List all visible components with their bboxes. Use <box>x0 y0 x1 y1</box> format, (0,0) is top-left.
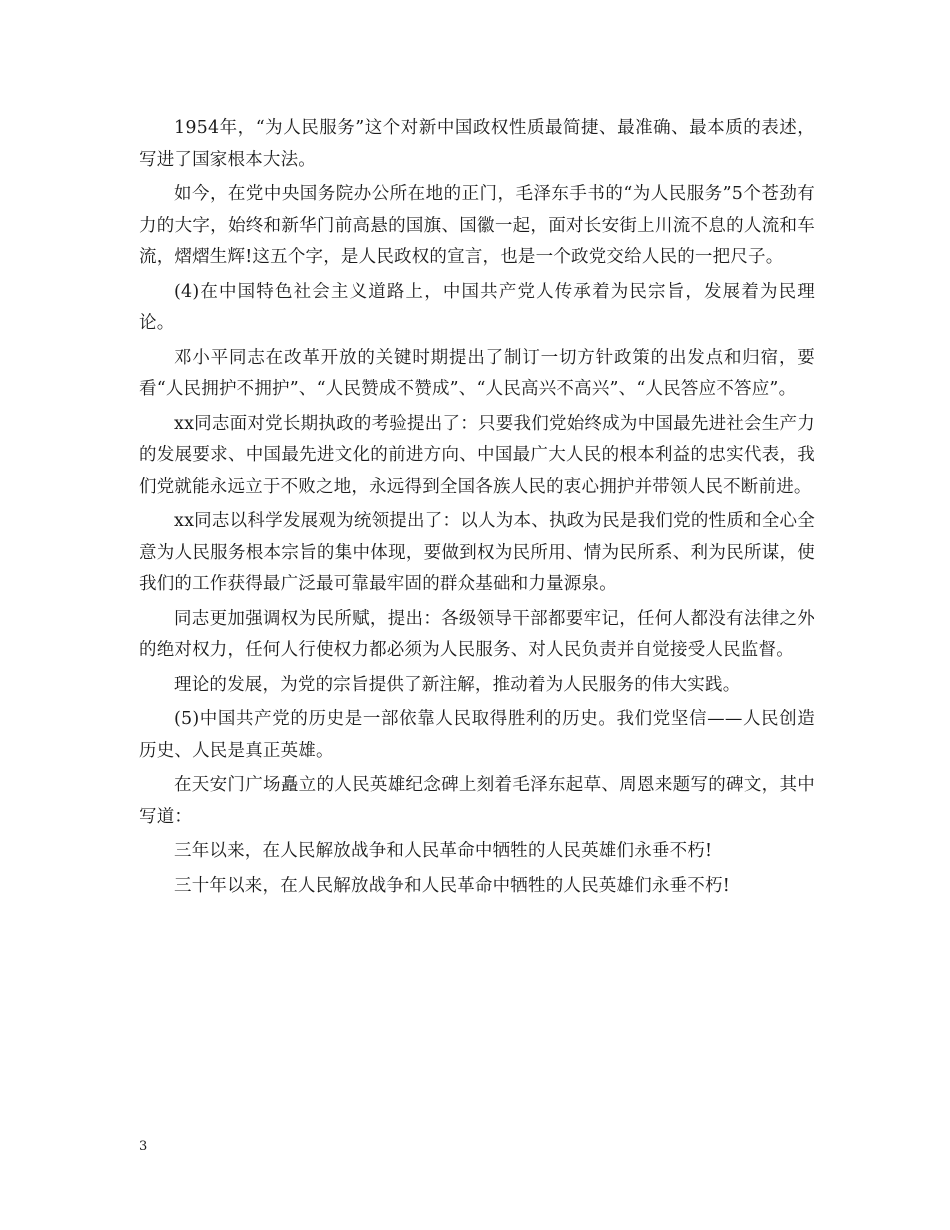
paragraph-section-5: (5)中国共产党的历史是一部依靠人民取得胜利的历史。我们党坚信——人民创造历史、人民是真正英雄。 <box>139 709 815 761</box>
paragraph-inscription-thirty-years: 三十年以来，在人民解放战争和人民革命中牺牲的人民英雄们永垂不朽! <box>174 875 730 896</box>
paragraph-section-4: (4)在中国特色社会主义道路上，中国共产党人传承着为民宗旨，发展着为民理论。 <box>139 281 815 333</box>
paragraph-power-from-people: 同志更加强调权为民所赋，提出：各级领导干部都要牢记，任何人都没有法律之外的绝对权力，任何人行使权力都必须为人民服务、对人民负责并自觉接受人民监督。 <box>139 608 815 660</box>
paragraph-three-represents: xx同志面对党长期执政的考验提出了：只要我们党始终成为中国最先进社会生产力的发展要求、中国最先进文化的前进方向、中国最广大人民的根本利益的忠实代表，我们党就能永远立于不败之地，永远得到全国各族人民的衷心拥护并带领人民不断前进。 <box>139 413 815 497</box>
paragraph-theory-development: 理论的发展，为党的宗旨提供了新注解，推动着为人民服务的伟大实践。 <box>174 674 741 695</box>
paragraph-1954-constitution: 1954年，“为人民服务”这个对新中国政权性质最简捷、最准确、最本质的表述，写进了国家根本大法。 <box>139 118 815 170</box>
document-body <box>139 113 815 905</box>
page-number: 3 <box>139 1139 148 1154</box>
paragraph-xinhua-gate: 如今，在党中央国务院办公所在地的正门，毛泽东手书的“为人民服务”5个苍劲有力的大字，始终和新华门前高悬的国旗、国徽一起，面对长安街上川流不息的人流和车流，熠熠生辉!这五个字，是人民政权的宣言，也是一个政党交给人民的一把尺子。 <box>139 184 815 267</box>
paragraph-monument: 在天安门广场矗立的人民英雄纪念碑上刻着毛泽东起草、周恩来题写的碑文，其中写道： <box>139 775 815 827</box>
paragraph-inscription-three-years: 三年以来，在人民解放战争和人民革命中牺牲的人民英雄们永垂不朽! <box>174 841 713 861</box>
paragraph-deng-xiaoping: 邓小平同志在改革开放的关键时期提出了制订一切方针政策的出发点和归宿，要看“人民拥护不拥护”、“人民赞成不赞成”、“人民高兴不高兴”、“人民答应不答应”。 <box>139 347 815 399</box>
paragraph-scientific-development: xx同志以科学发展观为统领提出了：以人为本、执政为民是我们党的性质和全心全意为人民服务根本宗旨的集中体现，要做到权为民所用、情为民所系、利为民所谋，使我们的工作获得最广泛最可靠最牢固的群众基础和力量源泉。 <box>139 511 815 594</box>
